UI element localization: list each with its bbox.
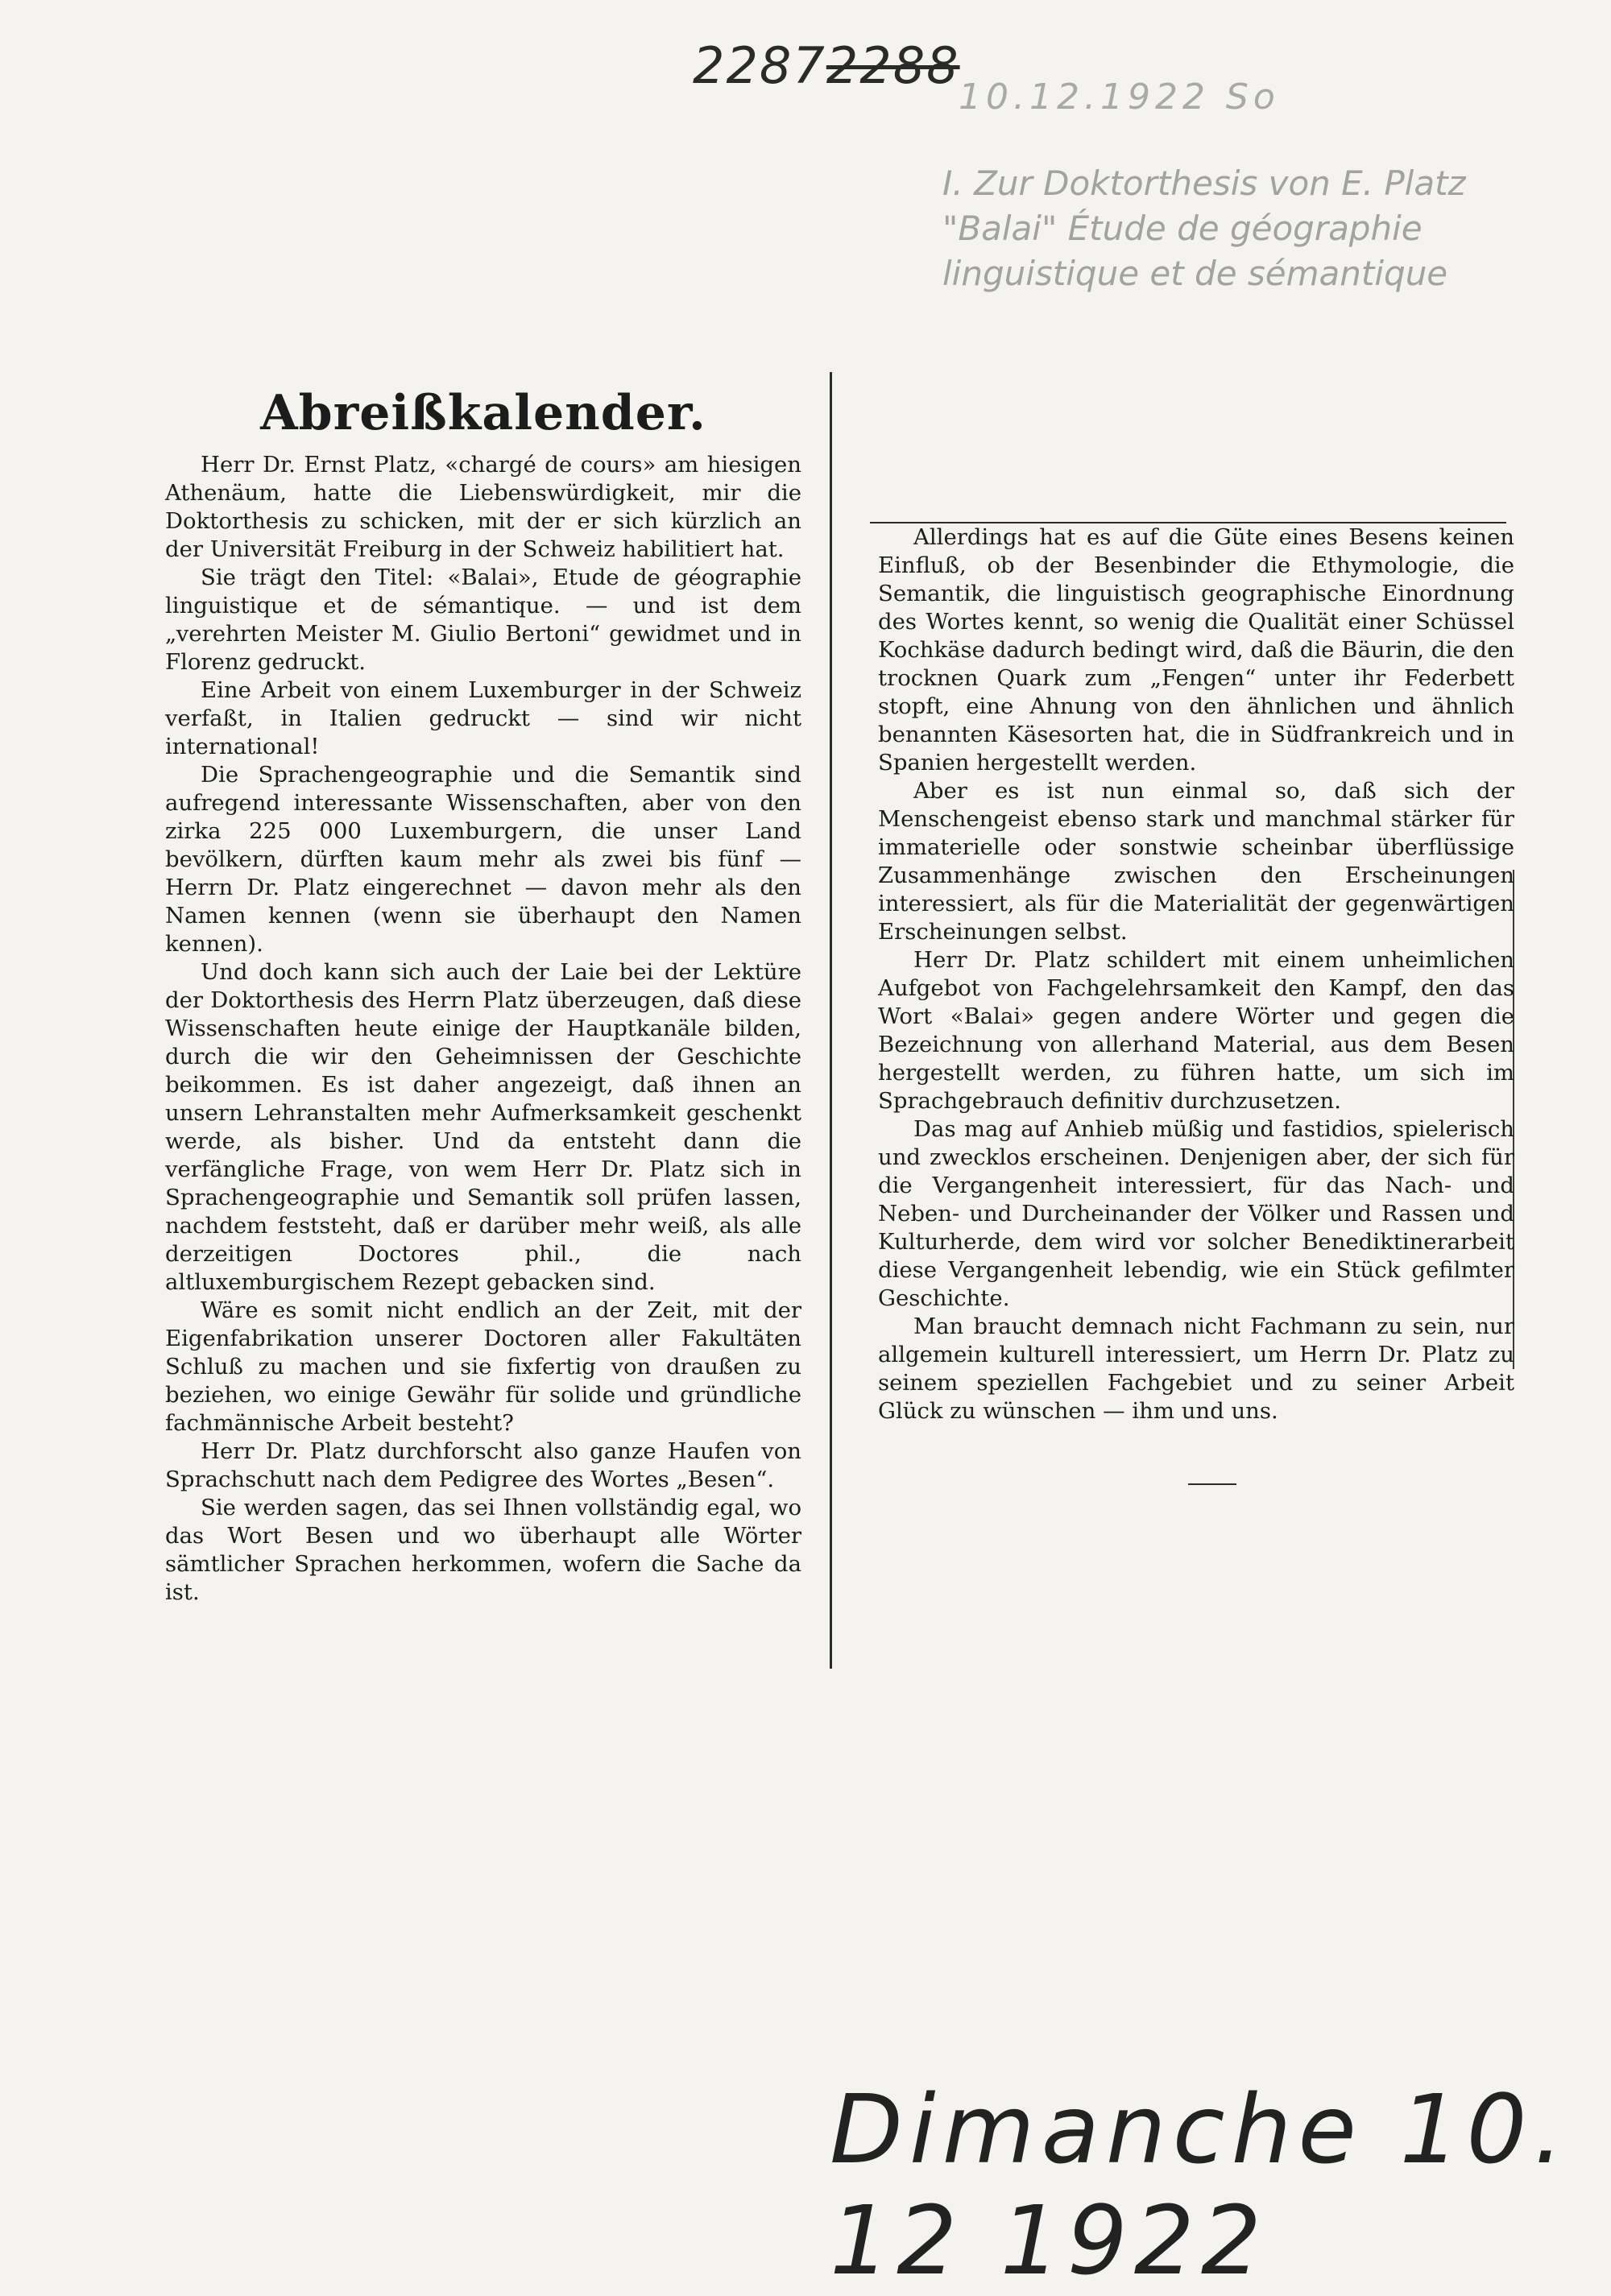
pencil-note-line: "Balai" Étude de géographie — [942, 209, 1423, 248]
archive-number-current: 2287 — [693, 36, 826, 95]
article-paragraph: Die Sprachengeographie und die Semantik sind aufregend interessante Wissenschaften, aber von den zirka 225 000 Luxemburgern, die unser Land bevölkern, dürften kaum mehr als zwei bis fünf — Herrn Dr. Platz eingerechnet — davon mehr als den Namen kennen (wenn sie überhaupt den Namen kennen). — [165, 762, 801, 957]
pencil-note — [942, 161, 1522, 296]
column-divider — [830, 372, 832, 1669]
archive-number — [693, 36, 960, 95]
article-paragraph: Sie trägt den Titel: «Balai», Etude de géographie linguistique et de sémantique. — und ist dem „verehrten Meister M. Giulio Bertoni“ gewidmet und in Florenz gedruckt. — [165, 565, 801, 675]
article-paragraph: Herr Dr. Platz schildert mit einem unheimlichen Aufgebot von Fachgelehrsamkeit den Kampf, den das Wort «Balai» gegen andere Wörter und gegen die Bezeichnung von allerhand Material, aus dem Besen hergestellt werden, zu führen hatte, um sich im Sprachgebrauch definitiv durchzusetzen. — [878, 947, 1514, 1114]
pencil-date: 10.12.1922 So — [959, 77, 1280, 118]
article-paragraph: Das mag auf Anhieb müßig und fastidios, spielerisch und zwecklos erscheinen. Denjenigen aber, der sich für die Vergangenheit interessiert, für das Nach- und Neben- und Durcheinander der Völker und Rassen und Kulturherde, dem wird vor solcher Benediktinerarbeit diese Vergangenheit lebendig, wie ein Stück gefilmter Geschichte. — [878, 1116, 1514, 1311]
article-paragraph: Eine Arbeit von einem Luxemburger in der Schweiz verfaßt, in Italien gedruckt — sind wir nicht international! — [165, 677, 801, 759]
pencil-note-line: I. Zur Doktorthesis von E. Platz — [942, 163, 1466, 203]
article-paragraph: Man braucht demnach nicht Fachmann zu sein, nur allgemein kulturell interessiert, um Herrn Dr. Platz zu seinem speziellen Fachgebiet und zu seiner Arbeit Glück zu wünschen — ihm und uns. — [878, 1313, 1514, 1424]
article-paragraph: Aber es ist nun einmal so, daß sich der Menschengeist ebenso stark und manchmal stärker für immaterielle oder sonstwie scheinbar überflüssige Zusammenhänge zwischen den Erscheinungen interessiert, als für die Materialität der gegenwärtigen Erscheinungen selbst. — [878, 778, 1514, 945]
article-right-column — [878, 523, 1514, 1425]
article-paragraph: Herr Dr. Ernst Platz, «chargé de cours» am hiesigen Athenäum, hatte die Liebenswürdigkeit, mir die Doktorthesis zu schicken, mit der er sich kürzlich an der Universität Freiburg in der Schweiz habilitiert hat. — [165, 452, 801, 562]
article-headline: Abreißkalender. — [260, 385, 706, 441]
article-paragraph: Herr Dr. Platz durchforscht also ganze Haufen von Sprachschutt nach dem Pedigree des Wortes „Besen“. — [165, 1438, 801, 1492]
handwritten-date: Dimanche 10. 12 1922 — [830, 2074, 1571, 2296]
article-left-column — [165, 385, 801, 1607]
article-end-rule — [1188, 1483, 1236, 1485]
pencil-note-line: linguistique et de sémantique — [942, 254, 1448, 293]
article-paragraph: Allerdings hat es auf die Güte eines Besens keinen Einfluß, ob der Besenbinder die Ethymologie, die Semantik, die linguistisch geographische Einordnung des Wortes kennt, so wenig die Qualität einer Schüssel Kochkäse dadurch bedingt wird, daß die Bäurin, die den trocknen Quark zum „Fengen“ unter ihr Federbett stopft, eine Ahnung von den ähnlichen und ähnlich benannten Käsesorten hat, die in Südfrankreich und in Spanien hergestellt werden. — [878, 524, 1514, 776]
archive-number-struck: 2288 — [826, 36, 960, 95]
article-paragraph: Wäre es somit nicht endlich an der Zeit, mit der Eigenfabrikation unserer Doctoren aller Fakultäten Schluß zu machen und sie fixfertig von draußen zu beziehen, wo einige Gewähr für solide und gründliche fachmännische Arbeit besteht? — [165, 1297, 801, 1436]
article-paragraph: Sie werden sagen, das sei Ihnen vollständig egal, wo das Wort Besen und wo überhaupt alle Wörter sämtlicher Sprachen herkommen, wofern die Sache da ist. — [165, 1495, 801, 1605]
article-paragraph: Und doch kann sich auch der Laie bei der Lektüre der Doktorthesis des Herrn Platz überzeugen, daß diese Wissenschaften heute einige der Hauptkanäle bilden, durch die wir den Geheimnissen der Geschichte beikommen. Es ist daher angezeigt, daß ihnen an unsern Lehranstalten mehr Aufmerksamkeit geschenkt werde, als bisher. Und da entsteht dann die verfängliche Frage, von wem Herr Dr. Platz sich in Sprachengeographie und Semantik soll prüfen lassen, nachdem feststeht, daß er darüber mehr weiß, als alle derzeitigen Doctores phil., die nach altluxemburgischem Rezept gebacken sind. — [165, 959, 801, 1295]
